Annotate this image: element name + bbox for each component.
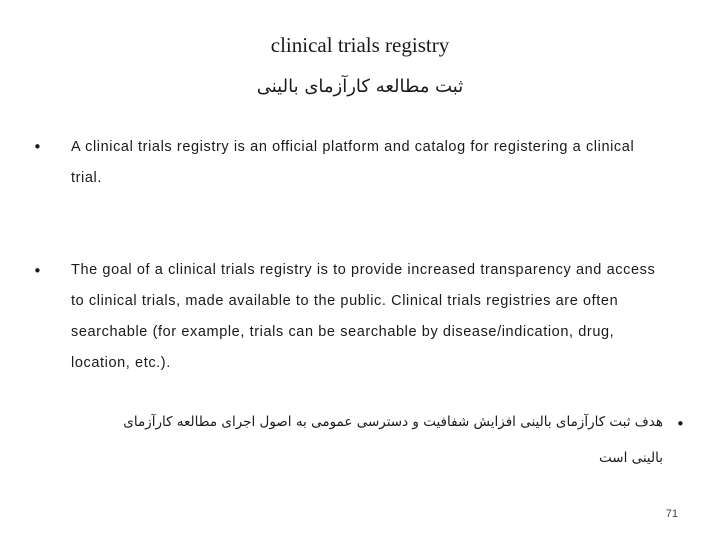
bullet-2-line-3: searchable (for example, trials can be searchable by disease/indication, drug,	[71, 324, 615, 340]
bullet-2-line-2: to clinical trials, made available to the public. Clinical trials registries are often	[71, 293, 619, 309]
slide-title-persian: ثبت مطالعه کارآزمای بالینی	[256, 76, 464, 97]
bullet-1-line-1: A clinical trials registry is an official platform and catalog for registering a clinical	[71, 139, 635, 155]
bullet-3-text	[33, 404, 663, 476]
bullet-3-marker: •	[676, 415, 685, 433]
bullet-2-line-4: location, etc.).	[71, 355, 171, 371]
bullet-1-text	[71, 132, 634, 194]
bullet-2-text	[71, 255, 655, 379]
bullet-3-line-2: بالینی است	[599, 450, 663, 466]
slide-title-english: clinical trials registry	[270, 33, 450, 57]
bullet-2-line-1: The goal of a clinical trials registry is to provide increased transparency and access	[71, 262, 656, 278]
bullet-2-marker: •	[33, 262, 42, 280]
page-number: 71	[665, 508, 678, 520]
bullet-3-line-1: هدف ثبت کارآزمای بالینی افزایش شفافیت و دسترسی عمومی به اصول اجرای مطالعه کارآزمای	[123, 414, 663, 430]
bullet-1-marker: •	[33, 138, 42, 156]
bullet-1-line-2: trial.	[71, 170, 102, 186]
